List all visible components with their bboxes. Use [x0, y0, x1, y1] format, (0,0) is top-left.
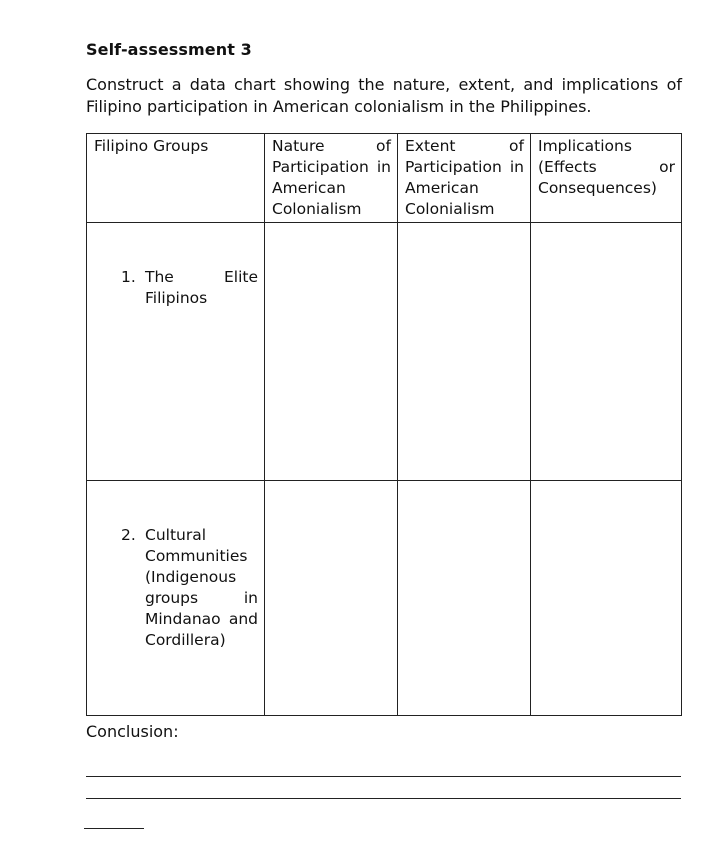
group-cell [87, 481, 265, 716]
implications-answer-cell[interactable] [531, 481, 682, 716]
data-chart-table [86, 133, 682, 716]
header-nature-of-participation: Nature of Participation in American Colonialism [265, 134, 398, 223]
group-cell [87, 223, 265, 481]
group-number: 1. [121, 268, 136, 286]
conclusion-answer-line[interactable] [84, 828, 144, 829]
conclusion-answer-line[interactable] [86, 776, 681, 777]
table-row [87, 481, 682, 716]
implications-answer-cell[interactable] [531, 223, 682, 481]
group-label: Cultural Communities (Indigenous groups in Mindanao and Cordillera) [145, 526, 258, 649]
extent-answer-cell[interactable] [398, 481, 531, 716]
list-item [121, 267, 258, 309]
conclusion-label: Conclusion: [86, 722, 179, 741]
extent-answer-cell[interactable] [398, 223, 531, 481]
table-row [87, 223, 682, 481]
nature-answer-cell[interactable] [265, 481, 398, 716]
header-filipino-groups: Filipino Groups [87, 134, 265, 223]
nature-answer-cell[interactable] [265, 223, 398, 481]
group-label: The Elite Filipinos [145, 268, 258, 307]
header-extent-of-participation: Extent of Participation in American Colonialism [398, 134, 531, 223]
conclusion-answer-line[interactable] [86, 798, 681, 799]
list-item [121, 525, 258, 651]
page-title: Self-assessment 3 [86, 40, 252, 59]
instructions-text: Construct a data chart showing the nature, extent, and implications of Filipino participation in American colonialism in the Philippines. [86, 75, 682, 116]
header-implications: Implications (Effects or Consequences) [531, 134, 682, 223]
table-header-row [87, 134, 682, 223]
group-number: 2. [121, 526, 136, 544]
